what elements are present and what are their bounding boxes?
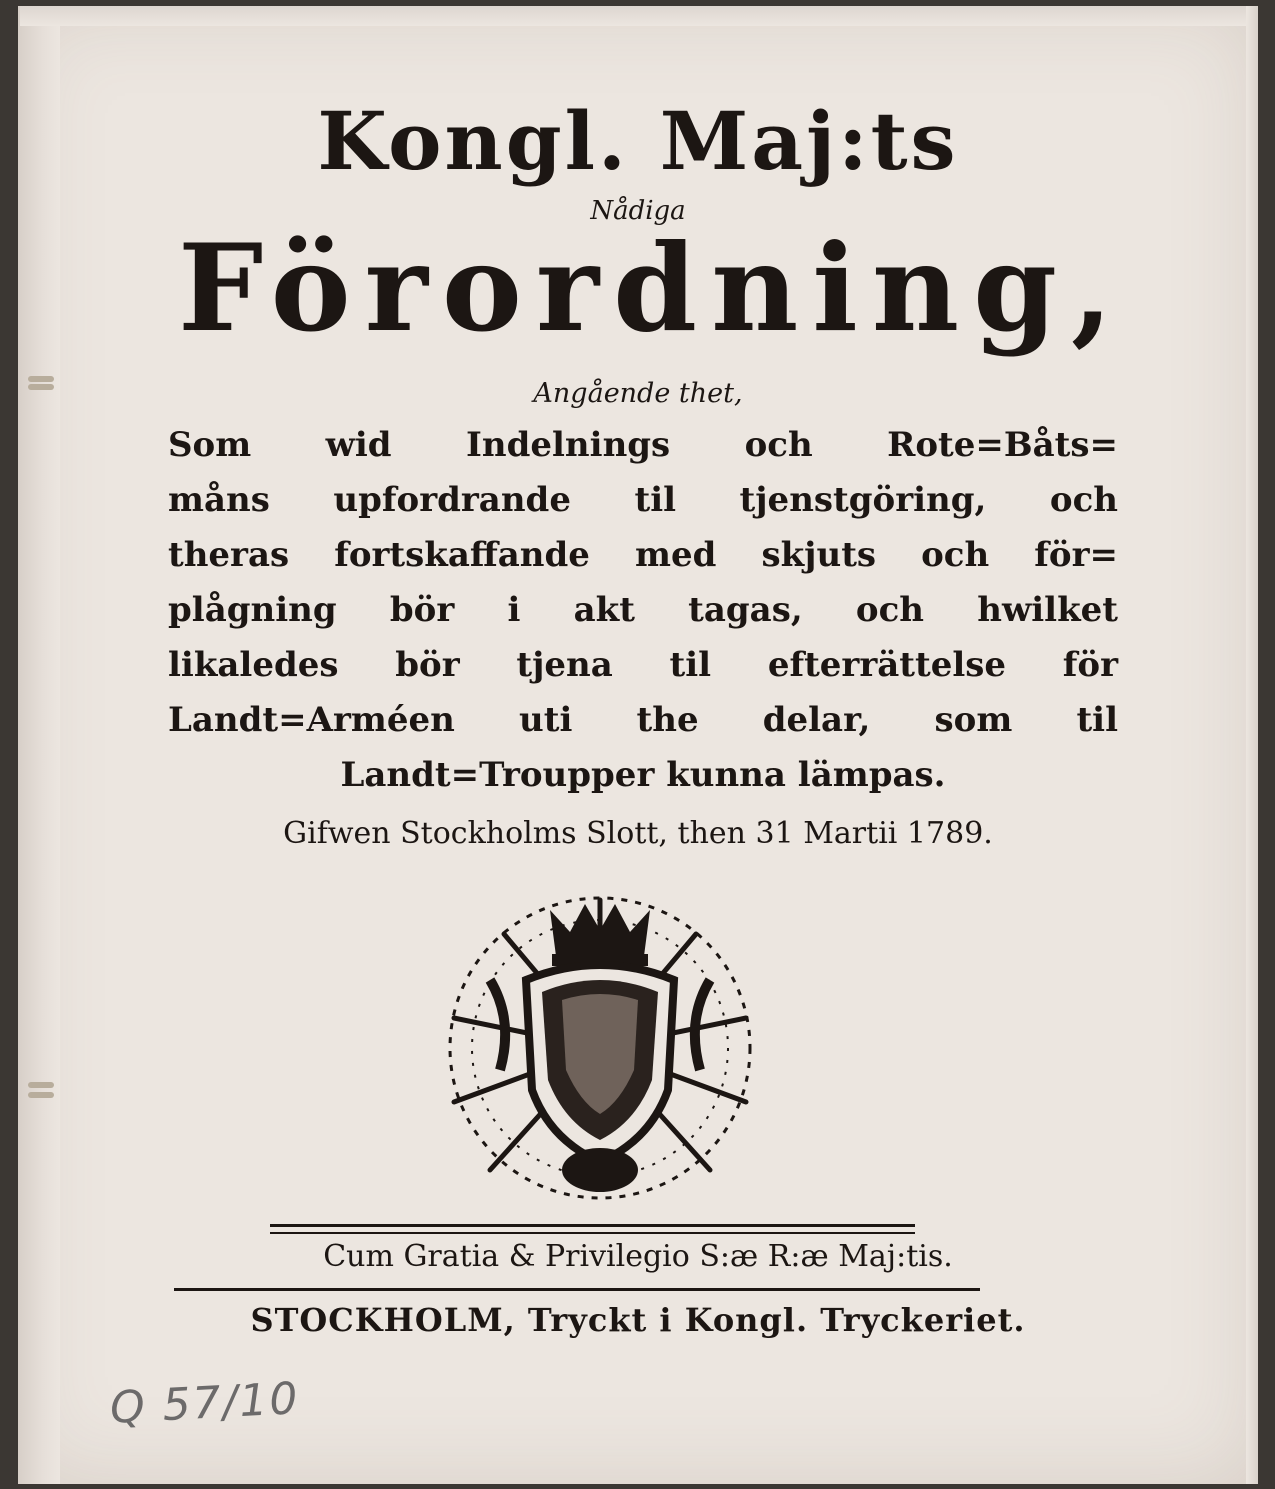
date-line: Gifwen Stockholms Slott, then 31 Martii 1789. (283, 816, 993, 851)
document-content (18, 6, 1258, 1484)
main-title: Förordning, (178, 218, 1127, 359)
title-line-1: Kongl. Maj:ts (317, 94, 959, 188)
royal-coat-of-arms-icon (430, 870, 770, 1210)
body-line: theras fortskaffande med skjuts och för= (168, 535, 1118, 575)
body-line: plågning bör i akt tagas, och hwilket (168, 590, 1118, 630)
body-line: Landt=Troupper kunna lämpas. (340, 755, 946, 795)
body-line: Som wid Indelnings och Rote=Båts= (168, 425, 1118, 465)
subtitle: Angående thet, (533, 378, 743, 409)
title-line-2: Nådiga (590, 196, 686, 226)
divider (270, 1232, 915, 1234)
body-line: måns upfordrande til tjenstgöring, och (168, 480, 1118, 520)
divider (270, 1224, 915, 1227)
pencil-shelfmark: Q 57/10 (108, 1373, 301, 1434)
imprint-line: STOCKHOLM, Tryckt i Kongl. Tryckeriet. (250, 1301, 1026, 1339)
body-line: likaledes bör tjena til efterrättelse för (168, 645, 1118, 685)
privilege-line: Cum Gratia & Privilegio S:æ R:æ Maj:tis. (323, 1239, 953, 1274)
paper-sheet (18, 6, 1258, 1484)
body-text (168, 418, 1118, 803)
divider (174, 1288, 980, 1291)
body-line: Landt=Arméen uti the delar, som til (168, 700, 1118, 740)
